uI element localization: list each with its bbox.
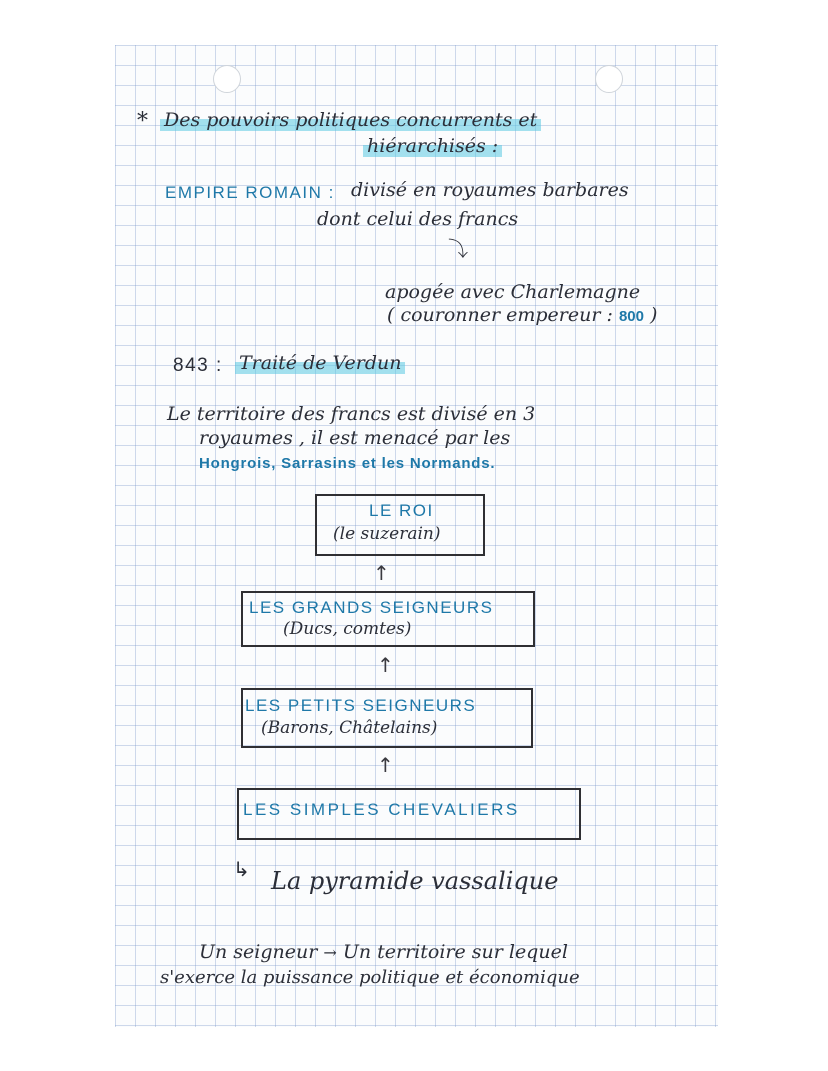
conclusion-subject: Un seigneur: [199, 941, 318, 963]
right-arrow-icon: →: [323, 943, 337, 962]
apogee-year: 800: [618, 308, 644, 325]
level-title: LES SIMPLES CHEVALIERS: [243, 800, 520, 819]
apogee-close: ): [650, 304, 658, 326]
level-title: LES GRANDS SEIGNEURS: [249, 598, 494, 617]
paragraph-line-2: royaumes , il est menacé par les: [199, 427, 511, 449]
pyramid-level-chevaliers: [237, 788, 581, 840]
heading-bullet: *: [137, 109, 148, 134]
binder-hole-left: [213, 65, 241, 93]
binder-hole-right: [595, 65, 623, 93]
arrow-up-icon: ↑: [377, 753, 394, 777]
level-subtitle: (Ducs, comtes): [283, 619, 412, 639]
curved-arrow-icon: ⤵: [448, 237, 468, 261]
level-subtitle: (Barons, Châtelains): [261, 718, 438, 738]
heading-text-1: Des pouvoirs politiques concurrents et: [160, 109, 541, 131]
level-subtitle: (le suzerain): [333, 524, 441, 544]
pyramid-level-roi: [315, 494, 485, 556]
treaty-year: 843 :: [173, 355, 223, 376]
apogee-line-2: [387, 304, 657, 326]
level-title: LE ROI: [369, 501, 434, 520]
treaty-name-wrap: [235, 352, 405, 374]
notebook-page: [115, 45, 718, 1027]
conclusion-line-1: [199, 941, 568, 963]
apogee-line-1: apogée avec Charlemagne: [385, 281, 641, 303]
turn-arrow-icon: ↳: [233, 857, 250, 881]
empire-line-2: dont celui des francs: [317, 208, 519, 230]
pyramid-level-petits-seigneurs: [241, 688, 533, 748]
paragraph-line-1: Le territoire des francs est divisé en 3: [167, 403, 536, 425]
conclusion-object: Un territoire sur lequel: [342, 941, 568, 963]
treaty-name: Traité de Verdun: [235, 352, 405, 374]
arrow-up-icon: ↑: [377, 653, 394, 677]
conclusion-line-2: s'exerce la puissance politique et économique: [160, 967, 580, 988]
heading-text-2: hiérarchisés :: [363, 135, 502, 157]
heading-line-2: [363, 135, 502, 157]
level-title: LES PETITS SEIGNEURS: [245, 696, 477, 715]
heading-line-1: [160, 109, 541, 131]
pyramid-caption: La pyramide vassalique: [271, 867, 559, 895]
empire-line-1: divisé en royaumes barbares: [351, 179, 629, 201]
pyramid-level-grands-seigneurs: [241, 591, 535, 647]
apogee-text: ( couronner empereur :: [387, 304, 613, 326]
arrow-up-icon: ↑: [373, 561, 390, 585]
paragraph-line-3: Hongrois, Sarrasins et les Normands.: [199, 455, 496, 472]
empire-label: EMPIRE ROMAIN :: [165, 183, 335, 202]
